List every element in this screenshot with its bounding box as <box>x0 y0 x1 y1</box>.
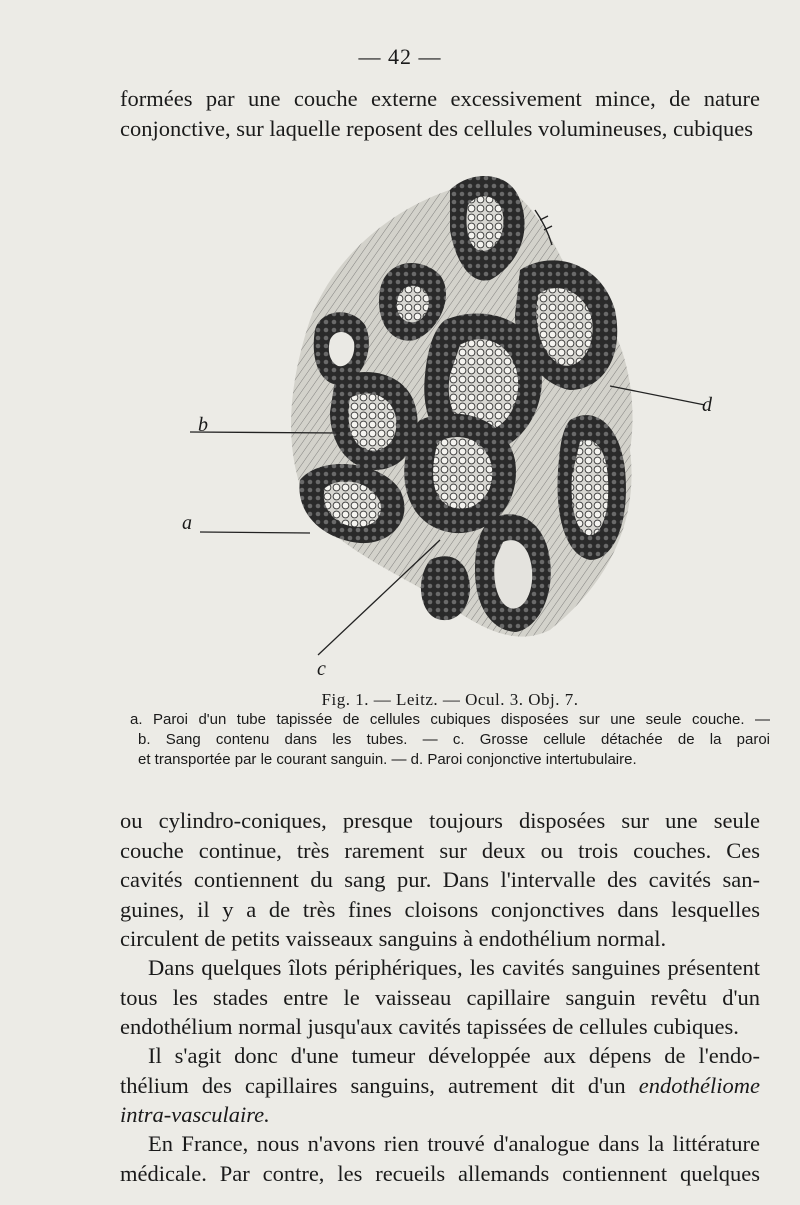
figure-label-c: c <box>317 658 326 680</box>
body-paragraph-1 <box>120 806 760 954</box>
text-line: tous les stades entre le vaisseau capillaire sanguin revêtu d'un <box>120 984 760 1010</box>
text-line: Dans quelques îlots périphériques, les cavités sanguines présentent <box>148 955 760 980</box>
figure-caption <box>130 690 770 770</box>
text-line: guines, il y a de très fines cloisons conjonctives dans lesquelles <box>120 896 760 922</box>
text-line: endothélium normal jusqu'aux cavités tapissées de cellules cubiques. <box>120 1014 739 1039</box>
text-line: conjonctive, sur laquelle reposent des cellules volumineuses, cubiques <box>120 115 753 141</box>
caption-line: b. Sang contenu dans les tubes. — c. Grosse cellule détachée de la paroi <box>138 731 770 748</box>
body-paragraph-3 <box>120 1041 760 1130</box>
top-paragraph <box>120 84 760 143</box>
text-line <box>120 1100 760 1130</box>
italic-term: endothéliome <box>638 1072 760 1098</box>
text-line: En France, nous n'avons rien trouvé d'analogue dans la littérature <box>148 1131 760 1156</box>
body-paragraph-4 <box>120 1129 760 1188</box>
caption-line: a. Paroi d'un tube tapissée de cellules cubiques disposées sur une seule couche. — <box>130 711 770 728</box>
figure-label-d: d <box>702 394 712 416</box>
text-line: formées par une couche externe excessivement mince, de nature <box>120 86 760 111</box>
page-number: — 42 — <box>358 44 442 69</box>
caption-title: Fig. 1. — Leitz. — Ocul. 3. Obj. 7. <box>321 690 579 709</box>
caption-line: et transportée par le courant sanguin. — d. Paroi conjonctive intertubulaire. <box>138 751 637 768</box>
text-line: circulent de petits vaisseaux sanguins à endothélium normal. <box>120 926 667 951</box>
figure-label-a: a <box>182 512 192 534</box>
text-line: médicale. Par contre, les recueils allemands contiennent quelques <box>120 1160 760 1186</box>
histology-illustration <box>170 150 730 690</box>
text-line: Il s'agit donc d'une tumeur développée aux dépens de l'endo- <box>148 1043 760 1068</box>
text-line: cavités contiennent du sang pur. Dans l'intervalle des cavités san- <box>120 867 760 892</box>
text-line: couche continue, très rarement sur deux ou trois couches. Ces <box>120 837 760 863</box>
body-paragraph-2 <box>120 953 760 1042</box>
histology-figure <box>170 150 730 690</box>
text-line: ou cylindro-coniques, presque toujours disposées sur une seule <box>120 808 760 833</box>
text-line <box>120 1071 760 1101</box>
italic-term: intra-vasculaire. <box>120 1102 270 1127</box>
text-fragment: thélium des capillaires sanguins, autrement dit d'un <box>120 1072 639 1098</box>
figure-label-b: b <box>198 414 208 436</box>
